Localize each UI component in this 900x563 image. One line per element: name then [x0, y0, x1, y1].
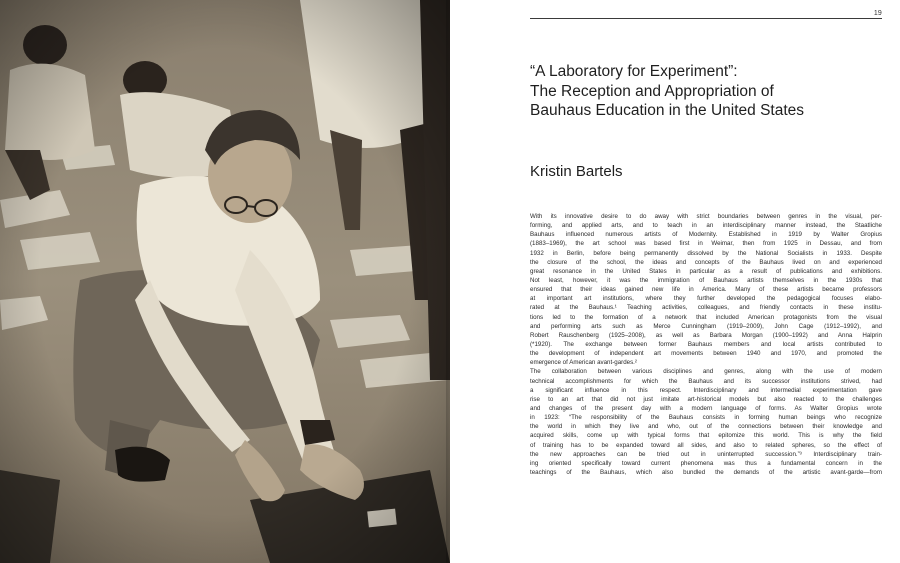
body-text-line: technical accomplishments for which the Bauhaus and its successor institutions strived, had	[530, 377, 882, 385]
body-text-line: the world in which they live and who, out of the connections between their knowledge and	[530, 423, 882, 431]
body-text-line: Robert Rauschenberg (1925–2008), as well as Barbara Morgan (1900–1992) and Anna Halprin	[530, 331, 882, 339]
body-text-line: emergence of American avant-gardes.²	[530, 359, 637, 367]
title-line: Bauhaus Education in the United States	[530, 102, 805, 119]
body-text-line: (1883–1969), the art school was based first in Weimar, then from 1925 in Dessau, and from	[530, 240, 882, 248]
title-line: The Reception and Appropriation of	[530, 82, 774, 100]
body-text-line: and changes of the present day with a modern language of forms. As Walter Gropius wrote	[530, 404, 882, 412]
article-body	[530, 212, 882, 477]
body-text-line: forming, and applied arts, and to teach in an interdisciplinary manner instead, the Staatliche	[530, 222, 882, 230]
body-text-line: of training has to be expanded toward all sides, and also to related spheres, so the effect of	[530, 441, 882, 449]
body-text-line: The collaboration between various disciplines and genres, along with the use of modern	[530, 368, 882, 376]
body-text-line: in 1923: “The responsibility of the Bauhaus consists in forming human beings who recognize	[530, 414, 882, 422]
body-text-line: ensured that their ideas gained new life in America. Many of these artists became professors	[530, 286, 882, 294]
body-text-line: rise to an art that did not just imitate art-historical models but also reacted to the challenges	[530, 395, 882, 403]
title-line: “A Laboratory for Experiment”:	[530, 63, 738, 80]
header-rule	[530, 18, 882, 19]
body-text-line: the closure of the school, the ideas and concepts of the Bauhaus lived on and experienced	[530, 258, 882, 266]
body-text-line: (*1920). The exchange between former Bauhaus members and local artists contributed to	[530, 340, 882, 348]
body-text-line: great resonance in the United States in particular as a result of publications and exhibitions.	[530, 267, 882, 275]
author-name: Kristin Bartels	[530, 163, 623, 180]
body-text-line: at important art institutions, where they further developed the pedagogical focuses elabo-	[530, 295, 882, 303]
body-text-line: a significant influence in this respect. Interdisciplinary and intermedial experimentation gave	[530, 386, 882, 394]
body-text-line: Bauhaus influenced numerous artists of Modernity. Established in 1919 by Walter Gropius	[530, 231, 882, 239]
body-text-line: acquired skills, come up with typical forms that epitomize this world. This is why the field	[530, 432, 882, 440]
body-text-line: rated at the Bauhaus.¹ Teaching activities, colleagues, and friendly contacts in these institu-	[530, 304, 882, 312]
body-text-line: the new approaches can be tried out in uninterrupted succession.”³ Interdisciplinary train-	[530, 450, 882, 458]
body-text-line: the development of independent art movements between 1940 and 1970, and promoted the	[530, 350, 882, 358]
body-text-line: tions led to the formation of a network that included American protagonists from the visual	[530, 313, 882, 321]
article-title	[530, 62, 860, 121]
body-text-line: teachings of the Bauhaus, which also bundled the demands of the artistic avant-garde—from	[530, 468, 882, 476]
body-text-line: With its innovative desire to do away with strict boundaries between genres in the visual, per-	[530, 213, 882, 220]
body-text-line: ing oriented specifically toward current phenomena was thus a fundamental concern in the	[530, 459, 882, 467]
body-text-line: and performing arts such as Merce Cunningham (1919–2009), John Cage (1912–1992), and	[530, 322, 882, 330]
body-text-line: Not least, however, it was the immigration of Bauhaus artists themselves in the 1930s that	[530, 276, 882, 284]
body-text-line: 1932 in Berlin, before being permanently dissolved by the National Socialists in 1933. Despite	[530, 249, 882, 257]
page-number: 19	[873, 10, 882, 17]
